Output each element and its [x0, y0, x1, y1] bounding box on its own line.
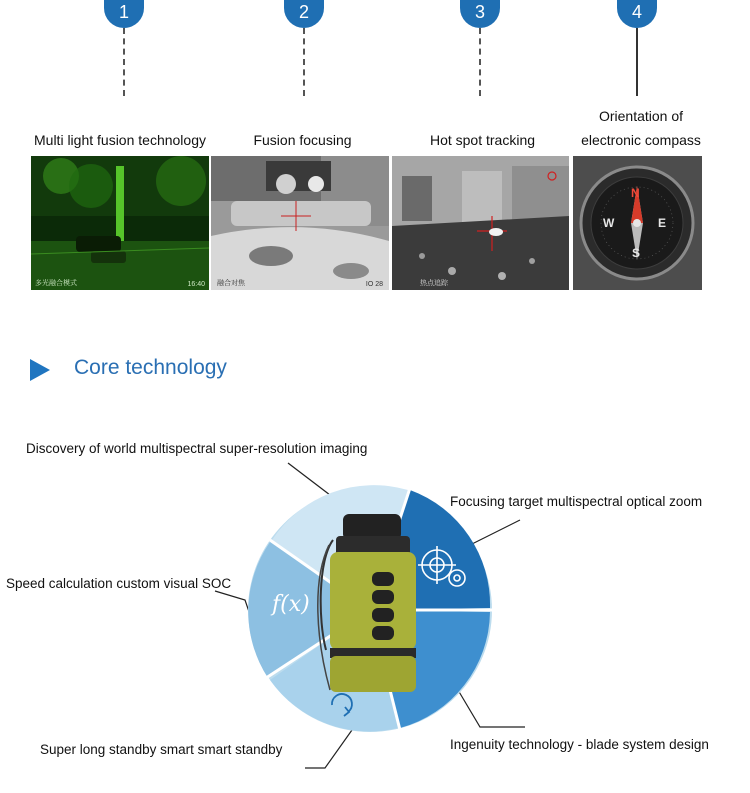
step-3-badge: 3: [460, 0, 500, 28]
feature-blade-system: Ingenuity technology - blade system design: [450, 737, 709, 752]
step-3-label: Hot spot tracking: [429, 132, 536, 148]
step-4-label: [575, 104, 707, 152]
step-4-connector-line: [636, 28, 638, 96]
hot-spot-tracking-image: [392, 156, 569, 290]
thumb-2-caption-left: 融合对焦: [217, 280, 245, 287]
step-4-marker: [617, 0, 657, 28]
electronic-compass-image: [573, 156, 702, 290]
feature-multispectral-imaging: Discovery of world multispectral super-resolution imaging: [26, 441, 368, 456]
fusion-focusing-image: [211, 156, 389, 290]
step-2-label: Fusion focusing: [253, 132, 352, 148]
compass-letter-s: S: [632, 246, 641, 260]
monocular-device: [318, 514, 416, 692]
thumb-2-caption-right: IO 28: [365, 281, 383, 288]
step-2-marker: [284, 0, 324, 28]
multi-light-fusion-image: [31, 156, 209, 290]
compass-letter-e: E: [658, 216, 667, 230]
compass-letter-w: W: [603, 216, 615, 230]
fx-symbol-icon: f(x): [272, 592, 310, 617]
feature-optical-zoom: Focusing target multispectral optical zoom: [450, 494, 703, 509]
step-2-connector: [303, 28, 305, 96]
core-technology-title: Core technology: [74, 356, 227, 379]
step-4-label-line1: Orientation of: [598, 108, 684, 124]
step-4-badge: 4: [617, 0, 657, 28]
step-1-badge: 1: [104, 0, 144, 28]
feature-visual-soc: Speed calculation custom visual SOC: [6, 576, 232, 591]
step-3-connector: [479, 28, 481, 96]
step-2-badge: 2: [284, 0, 324, 28]
thumb-1-caption-left: 多光融合模式: [35, 280, 77, 287]
feature-smart-standby: Super long standby smart smart standby: [40, 742, 283, 757]
step-3-marker: [460, 0, 500, 28]
thumb-3-caption-left: 热点追踪: [420, 280, 448, 287]
compass-letter-n: N: [631, 186, 640, 200]
thumb-1-caption-right: 16:40: [187, 281, 205, 288]
step-1-marker: [104, 0, 144, 28]
step-4-label-line2: electronic compass: [581, 132, 701, 148]
play-triangle-icon: [30, 359, 50, 381]
step-1-connector: [123, 28, 125, 96]
step-1-label: Multi light fusion technology: [34, 132, 206, 148]
